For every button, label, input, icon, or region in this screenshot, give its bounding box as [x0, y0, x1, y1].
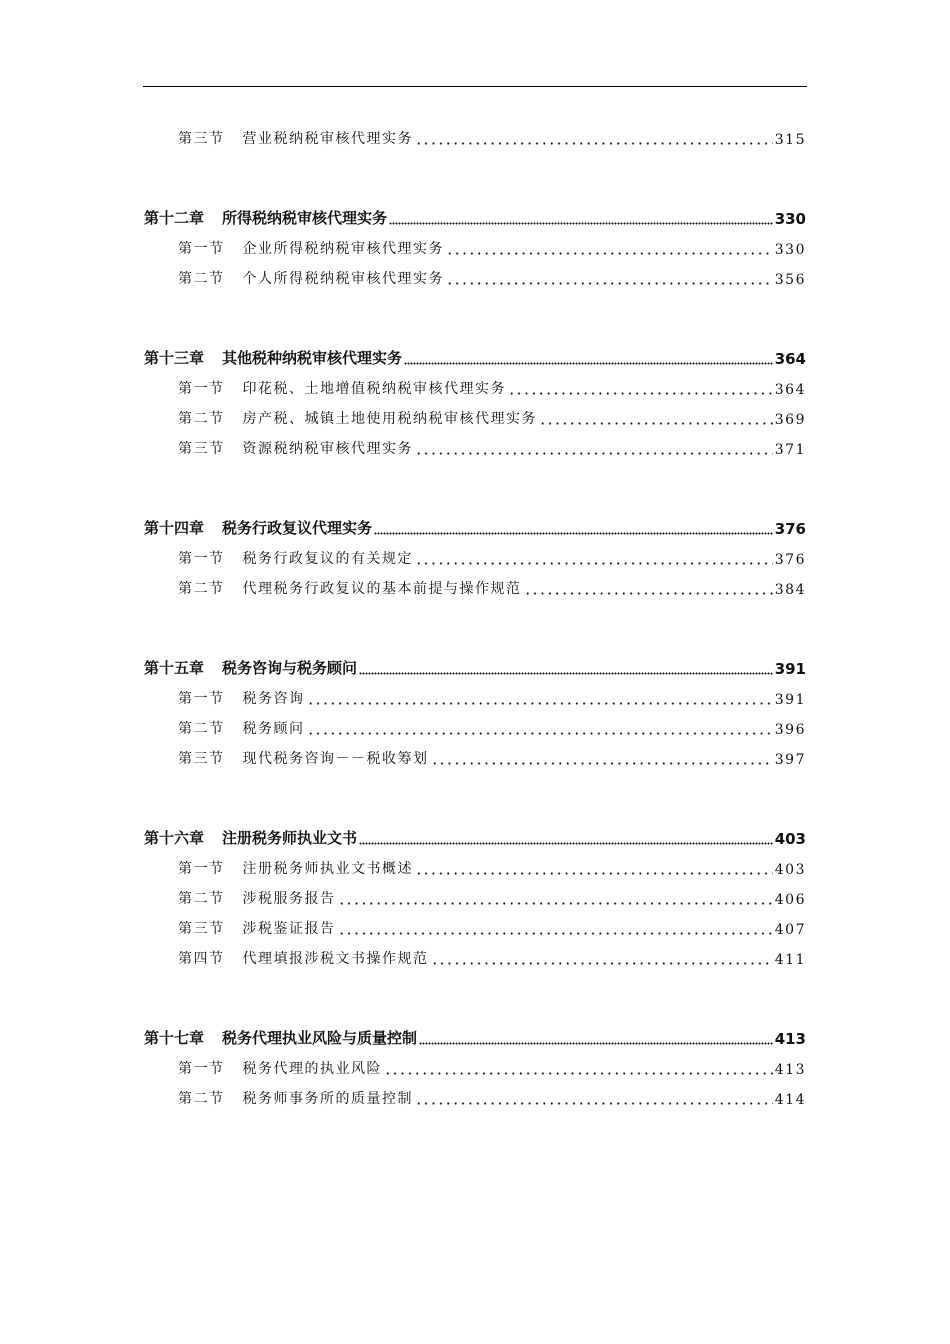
page-number: 396: [774, 722, 806, 738]
page-number: 371: [774, 442, 806, 458]
section-number: 第二节: [178, 1091, 225, 1107]
section-number: 第三节: [178, 441, 225, 457]
dot-leader: [374, 519, 773, 535]
dot-leader: [338, 889, 773, 905]
dot-leader: [431, 749, 773, 765]
section-number: 第二节: [178, 271, 225, 287]
chapter-title: 所得税纳税审核代理实务: [222, 209, 388, 227]
section-number: 第三节: [178, 131, 225, 147]
chapter-title: 注册税务师执业文书: [222, 829, 358, 847]
dot-leader: [524, 579, 773, 595]
dot-leader: [508, 379, 773, 395]
toc-chapter-entry[interactable]: [0, 516, 806, 538]
toc-section-entry[interactable]: [0, 716, 806, 738]
section-title: 涉税服务报告: [242, 891, 336, 907]
section-title: 个人所得税纳税审核代理实务: [242, 271, 444, 287]
toc-section-entry[interactable]: [0, 126, 806, 148]
dot-leader: [338, 919, 773, 935]
section-title: 印花税、土地增值税纳税审核代理实务: [242, 381, 506, 397]
section-number: 第一节: [178, 1061, 225, 1077]
page-number: 411: [774, 952, 806, 968]
chapter-title: 税务咨询与税务顾问: [222, 659, 358, 677]
toc-section-entry[interactable]: [0, 886, 806, 908]
page-number: 413: [774, 1062, 806, 1078]
dot-leader: [446, 239, 773, 255]
section-number: 第四节: [178, 951, 225, 967]
chapter-title: 其他税种纳税审核代理实务: [222, 349, 403, 367]
page-number: 406: [774, 892, 806, 908]
section-number: 第二节: [178, 891, 225, 907]
section-title: 企业所得税纳税审核代理实务: [242, 241, 444, 257]
section-number: 第一节: [178, 691, 225, 707]
header-rule: [143, 86, 807, 87]
dot-leader: [415, 1089, 773, 1105]
chapter-number: 第十二章: [144, 209, 205, 227]
dot-leader: [415, 549, 773, 565]
section-number: 第二节: [178, 581, 225, 597]
toc-section-entry[interactable]: [0, 436, 806, 458]
toc-section-entry[interactable]: [0, 686, 806, 708]
chapter-number: 第十四章: [144, 519, 205, 537]
toc-chapter-entry[interactable]: [0, 346, 806, 368]
section-title: 税务顾问: [242, 721, 305, 737]
toc-section-entry[interactable]: [0, 376, 806, 398]
section-number: 第一节: [178, 241, 225, 257]
page-number: 407: [774, 922, 806, 938]
toc-section-entry[interactable]: [0, 236, 806, 258]
page-number: 397: [774, 752, 806, 768]
toc-section-entry[interactable]: [0, 266, 806, 288]
dot-leader: [389, 209, 773, 225]
dot-leader: [384, 1059, 773, 1075]
section-title: 营业税纳税审核代理实务: [242, 131, 413, 147]
section-number: 第二节: [178, 411, 225, 427]
page-number: 330: [774, 210, 806, 228]
page-number: 364: [774, 350, 806, 368]
dot-leader: [415, 129, 773, 145]
dot-leader: [419, 1029, 773, 1045]
page-number: 391: [774, 692, 806, 708]
toc-section-entry[interactable]: [0, 856, 806, 878]
section-title: 涉税鉴证报告: [242, 921, 336, 937]
dot-leader: [446, 269, 773, 285]
dot-leader: [359, 659, 773, 675]
toc-section-entry[interactable]: [0, 946, 806, 968]
section-number: 第二节: [178, 721, 225, 737]
dot-leader: [404, 349, 773, 365]
section-title: 代理税务行政复议的基本前提与操作规范: [242, 581, 522, 597]
page-number: 315: [774, 132, 806, 148]
section-title: 注册税务师执业文书概述: [242, 861, 413, 877]
toc-section-entry[interactable]: [0, 406, 806, 428]
section-title: 资源税纳税审核代理实务: [242, 441, 413, 457]
section-number: 第三节: [178, 751, 225, 767]
dot-leader: [415, 859, 773, 875]
toc-chapter-entry[interactable]: [0, 656, 806, 678]
section-number: 第一节: [178, 551, 225, 567]
dot-leader: [415, 439, 773, 455]
page-number: 376: [774, 520, 806, 538]
toc-chapter-entry[interactable]: [0, 1026, 806, 1048]
chapter-number: 第十六章: [144, 829, 205, 847]
section-title: 税务咨询: [242, 691, 305, 707]
section-title: 税务师事务所的质量控制: [242, 1091, 413, 1107]
page-number: 369: [774, 412, 806, 428]
page-number: 413: [774, 1030, 806, 1048]
toc-section-entry[interactable]: [0, 1056, 806, 1078]
page-number: 330: [774, 242, 806, 258]
page-number: 356: [774, 272, 806, 288]
chapter-title: 税务代理执业风险与质量控制: [222, 1029, 418, 1047]
page-number: 376: [774, 552, 806, 568]
chapter-number: 第十七章: [144, 1029, 205, 1047]
dot-leader: [307, 719, 773, 735]
toc-section-entry[interactable]: [0, 916, 806, 938]
section-title: 代理填报涉税文书操作规范: [242, 951, 429, 967]
dot-leader: [359, 829, 773, 845]
toc-section-entry[interactable]: [0, 746, 806, 768]
section-number: 第一节: [178, 381, 225, 397]
page-number: 391: [774, 660, 806, 678]
toc-chapter-entry[interactable]: [0, 826, 806, 848]
section-title: 税务行政复议的有关规定: [242, 551, 413, 567]
section-title: 现代税务咨询－－税收筹划: [242, 751, 429, 767]
dot-leader: [539, 409, 773, 425]
toc-chapter-entry[interactable]: [0, 206, 806, 228]
dot-leader: [431, 949, 773, 965]
page-number: 384: [774, 582, 806, 598]
section-title: 房产税、城镇土地使用税纳税审核代理实务: [242, 411, 537, 427]
page-number: 364: [774, 382, 806, 398]
toc-section-entry[interactable]: [0, 576, 806, 598]
chapter-number: 第十三章: [144, 349, 205, 367]
dot-leader: [307, 689, 773, 705]
section-title: 税务代理的执业风险: [242, 1061, 382, 1077]
page-number: 414: [774, 1092, 806, 1108]
toc-section-entry[interactable]: [0, 546, 806, 568]
page-number: 403: [774, 862, 806, 878]
section-number: 第一节: [178, 861, 225, 877]
chapter-number: 第十五章: [144, 659, 205, 677]
chapter-title: 税务行政复议代理实务: [222, 519, 373, 537]
section-number: 第三节: [178, 921, 225, 937]
toc-section-entry[interactable]: [0, 1086, 806, 1108]
page-number: 403: [774, 830, 806, 848]
